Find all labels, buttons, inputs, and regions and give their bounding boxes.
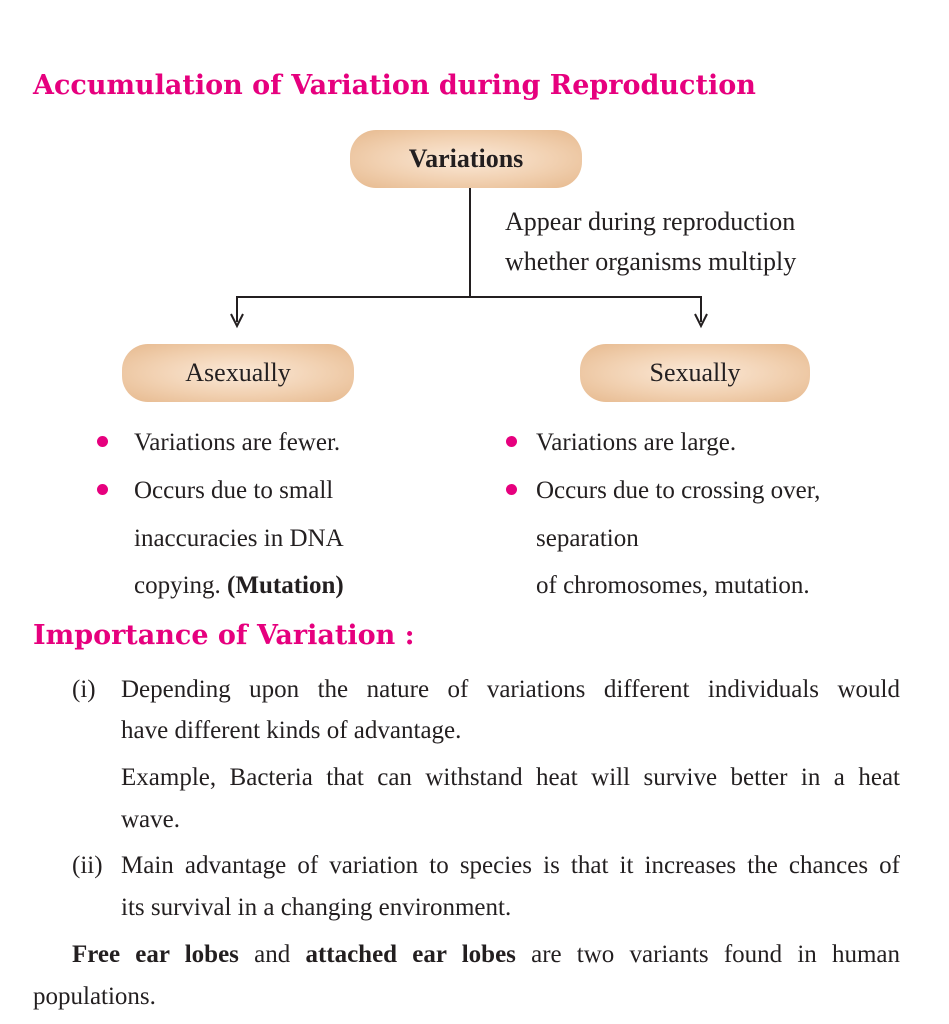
example-line-1: Example, Bacteria that can withstand heat will survive better in a heat: [121, 764, 900, 791]
asexual-bullet-2-line-3: [134, 571, 344, 601]
item-ii-marker: (ii): [72, 852, 103, 879]
item-i-line-1: Depending upon the nature of variations different individuals would: [121, 676, 900, 703]
free-ear-lobes-text: Free ear lobes: [72, 941, 239, 968]
item-i-marker: (i): [72, 676, 96, 703]
asexually-label: Asexually: [185, 358, 291, 387]
sexual-bullet-1: Variations are large.: [536, 429, 737, 456]
sexually-label: Sexually: [649, 358, 741, 387]
asexual-bullet-1: Variations are fewer.: [134, 429, 341, 456]
attached-ear-lobes-text: attached ear lobes: [305, 941, 516, 968]
bullet-icon: [506, 436, 517, 447]
sexual-bullet-2-line-2: separation: [536, 525, 639, 552]
sexually-node: [580, 344, 810, 402]
bullet-icon: [97, 436, 108, 447]
example-line-2: wave.: [121, 806, 180, 833]
variations-label: Variations: [408, 144, 524, 173]
copying-text: copying.: [134, 572, 221, 599]
asexually-node: [122, 344, 354, 402]
sexual-bullet-2-line-3: of chromosomes, mutation.: [536, 572, 810, 599]
note-line-1: Appear during reproduction: [505, 207, 796, 236]
asexual-bullet-2-line-1: Occurs due to small: [134, 477, 334, 504]
and-text: and: [254, 941, 291, 968]
mutation-text: (Mutation): [227, 572, 344, 599]
item-i-line-2: have different kinds of advantage.: [121, 717, 462, 744]
asexual-bullet-2-line-2: inaccuracies in DNA: [134, 525, 344, 552]
note-line-2: whether organisms multiply: [505, 247, 797, 276]
item-ii-line-2: its survival in a changing environment.: [121, 894, 512, 921]
bullet-icon: [97, 484, 108, 495]
page-title: Accumulation of Variation during Reproduction: [33, 70, 756, 101]
ear-lobes-line-1: [72, 940, 900, 970]
bullet-icon: [506, 484, 517, 495]
variations-node: [350, 130, 582, 188]
sexual-bullet-2-line-1: Occurs due to crossing over,: [536, 477, 821, 504]
ear-lobes-rest-text: are two variants found in human: [531, 941, 901, 968]
item-ii-line-1: Main advantage of variation to species is that it increases the chances of: [121, 852, 900, 879]
ear-lobes-line-2: populations.: [33, 983, 156, 1010]
importance-heading: Importance of Variation :: [33, 620, 415, 651]
